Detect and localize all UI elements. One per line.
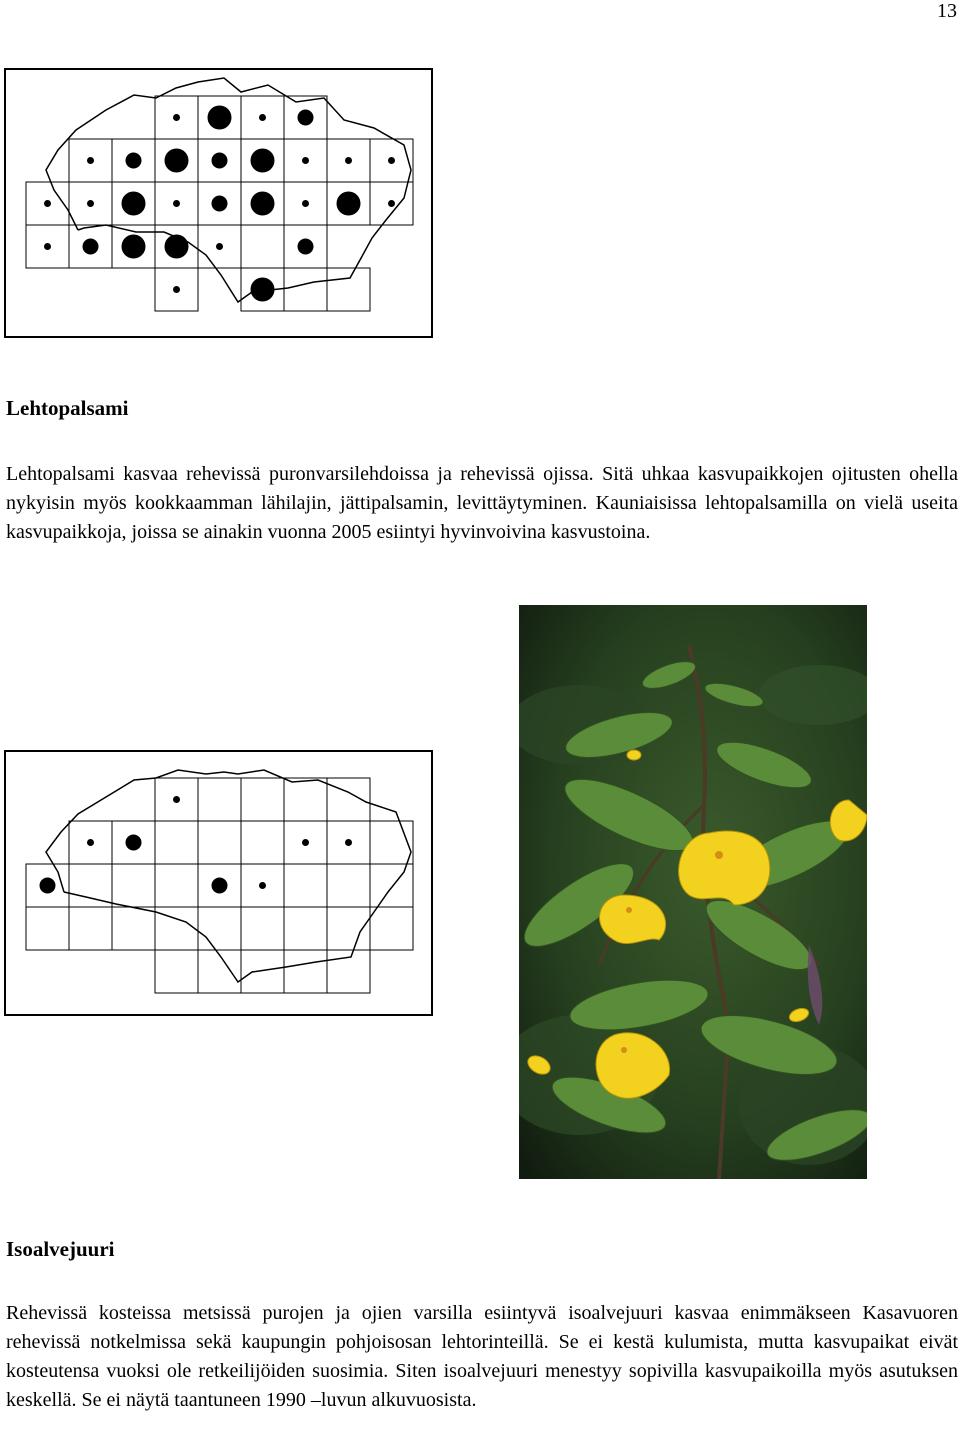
occurrence-dot: [337, 192, 361, 216]
grid-cell: [327, 907, 370, 950]
grid-cell: [241, 950, 284, 993]
section-text-lehtopalsami: Lehtopalsami kasvaa rehevissä puronvarsilehdoissa ja rehevissä ojissa. Sitä uhkaa kasvupaikkojen ojitusten ohella nykyisin myös kookkaamman lähilajin, jättipalsamin, levittäytyminen. Kauniaisissa lehtopalsamilla on vielä useita kasvupaikkoja, joissa se ainakin vuonna 2005 esiintyi hyvinvoivina kasvustoina.: [6, 463, 958, 543]
occurrence-dot: [87, 157, 94, 164]
occurrence-dot: [212, 878, 228, 894]
occurrence-dot: [173, 114, 180, 121]
grid-cell: [198, 821, 241, 864]
occurrence-dot: [165, 149, 189, 173]
grid-cell: [241, 778, 284, 821]
grid-cell: [155, 821, 198, 864]
occurrence-dot: [212, 153, 228, 169]
occurrence-dot: [40, 878, 56, 894]
occurrence-dot: [216, 243, 223, 250]
grid-cell: [241, 907, 284, 950]
page-number: 13: [937, 0, 957, 22]
occurrence-dot: [259, 882, 266, 889]
grid-cell: [284, 907, 327, 950]
occurrence-dot: [44, 243, 51, 250]
occurrence-dot: [302, 839, 309, 846]
occurrence-dot: [345, 157, 352, 164]
grid-cell: [155, 950, 198, 993]
grid-cell: [198, 950, 241, 993]
map-grid: [6, 752, 431, 1014]
occurrence-dot: [298, 110, 314, 126]
grid-cell: [327, 268, 370, 311]
grid-cell: [284, 950, 327, 993]
occurrence-dot: [388, 200, 395, 207]
occurrence-dot: [165, 235, 189, 259]
occurrence-dot: [87, 200, 94, 207]
section-title-isoalvejuuri: Isoalvejuuri: [6, 1237, 115, 1261]
occurrence-dot: [122, 235, 146, 259]
map-grid: [6, 70, 431, 336]
grid-cell: [327, 778, 370, 821]
occurrence-dot: [388, 157, 395, 164]
occurrence-dot: [126, 835, 142, 851]
occurrence-dot: [251, 149, 275, 173]
occurrence-dot: [302, 200, 309, 207]
occurrence-dot: [173, 796, 180, 803]
occurrence-dot: [122, 192, 146, 216]
grid-cell: [284, 864, 327, 907]
grid-cell: [198, 778, 241, 821]
grid-cell: [69, 864, 112, 907]
occurrence-dot: [44, 200, 51, 207]
grid-cell: [370, 864, 413, 907]
occurrence-dot: [302, 157, 309, 164]
occurrence-dot: [251, 278, 275, 302]
grid-cell: [284, 268, 327, 311]
grid-cell: [284, 778, 327, 821]
grid-cell: [327, 950, 370, 993]
occurrence-dot: [212, 196, 228, 212]
distribution-map-lehtopalsami: [4, 68, 433, 338]
grid-cell: [327, 864, 370, 907]
grid-cell: [112, 864, 155, 907]
occurrence-dot: [87, 839, 94, 846]
occurrence-dot: [173, 200, 180, 207]
distribution-map-isoalvejuuri: [4, 750, 433, 1016]
grid-cell: [69, 907, 112, 950]
grid-cell: [26, 907, 69, 950]
occurrence-dot: [259, 114, 266, 121]
grid-cell: [198, 907, 241, 950]
occurrence-dot: [298, 239, 314, 255]
occurrence-dot: [208, 106, 232, 130]
grid-cell: [370, 907, 413, 950]
occurrence-dot: [126, 153, 142, 169]
occurrence-dot: [83, 239, 99, 255]
yellow-flower-photo: [519, 605, 867, 1179]
occurrence-dot: [345, 839, 352, 846]
grid-cell: [241, 225, 284, 268]
occurrence-dot: [251, 192, 275, 216]
section-text-isoalvejuuri: Rehevissä kosteissa metsissä purojen ja ojien varsilla esiintyvä isoalvejuuri kasvaa enimmäkseen Kasavuoren rehevissä notkelmissa sekä kaupungin pohjoisosan lehtorinteillä. Se ei kestä kulumista, mutta kasvupaikat eivät kosteutensa vuoksi ole retkeilijöiden suosimia. Siten isoalvejuuri menestyy sopivilla kasvupaikoilla myös asutuksen keskellä. Se ei näytä taantuneen 1990 –luvun alkuvuosista.: [6, 1302, 958, 1411]
grid-cell: [155, 864, 198, 907]
occurrence-dot: [173, 286, 180, 293]
section-title-lehtopalsami: Lehtopalsami: [6, 396, 129, 420]
grid-cell: [241, 821, 284, 864]
grid-cell: [112, 907, 155, 950]
grid-cell: [370, 821, 413, 864]
